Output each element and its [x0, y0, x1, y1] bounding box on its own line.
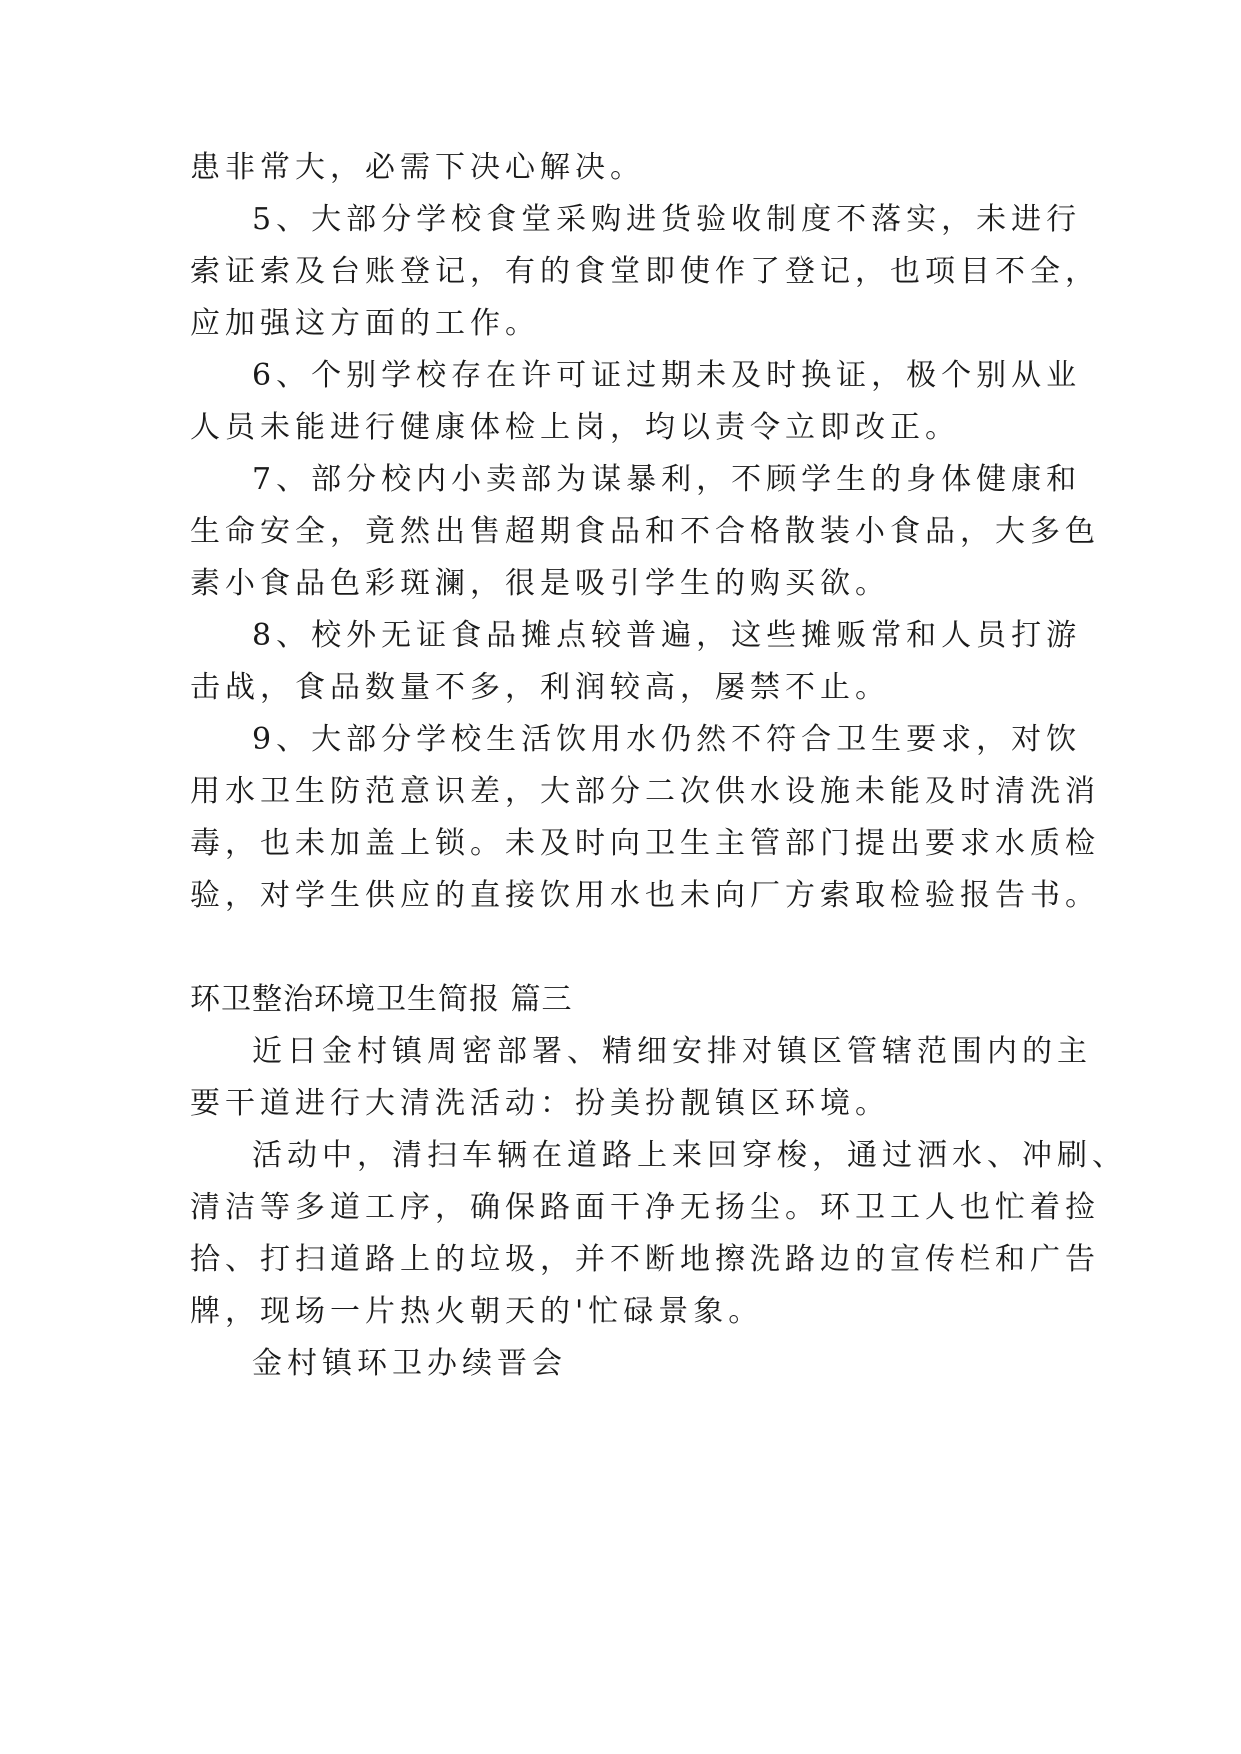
paragraph-line: 7、部分校内小卖部为谋暴利，不顾学生的身体健康和: [252, 462, 1082, 497]
paragraph-line: 击战，食品数量不多，利润较高，屡禁不止。: [190, 670, 890, 705]
paragraph-line: 应加强这方面的工作。: [190, 306, 540, 341]
paragraph-line: 索证索及台账登记，有的食堂即使作了登记，也项目不全，: [190, 254, 1100, 289]
paragraph-line: 近日金村镇周密部署、精细安排对镇区管辖范围内的主: [252, 1034, 1092, 1069]
paragraph-line: 活动中，清扫车辆在道路上来回穿梭，通过洒水、冲刷、: [252, 1138, 1127, 1173]
paragraph-line: 9、大部分学校生活饮用水仍然不符合卫生要求，对饮: [252, 722, 1082, 757]
paragraph-line: 6、个别学校存在许可证过期未及时换证，极个别从业: [252, 358, 1082, 393]
section-title: 环卫整治环境卫生简报 篇三: [190, 982, 573, 1017]
paragraph-line: 素小食品色彩斑澜，很是吸引学生的购买欲。: [190, 566, 890, 601]
paragraph-line: 清洁等多道工序，确保路面干净无扬尘。环卫工人也忙着捡: [190, 1190, 1100, 1225]
paragraph-line: 人员未能进行健康体检上岗，均以责令立即改正。: [190, 410, 960, 445]
paragraph-line: 要干道进行大清洗活动：扮美扮靓镇区环境。: [190, 1086, 890, 1121]
paragraph-line: 8、校外无证食品摊点较普遍，这些摊贩常和人员打游: [252, 618, 1082, 653]
paragraph-line: 验，对学生供应的直接饮用水也未向厂方索取检验报告书。: [190, 878, 1100, 913]
paragraph-line: 5、大部分学校食堂采购进货验收制度不落实，未进行: [252, 202, 1082, 237]
signature-line: 金村镇环卫办续晋会: [252, 1346, 567, 1381]
paragraph-line: 拾、打扫道路上的垃圾，并不断地擦洗路边的宣传栏和广告: [190, 1242, 1100, 1277]
paragraph-line: 生命安全，竟然出售超期食品和不合格散装小食品，大多色: [190, 514, 1100, 549]
paragraph-line: 牌，现场一片热火朝天的'忙碌景象。: [190, 1294, 764, 1329]
paragraph-line: 患非常大，必需下决心解决。: [190, 150, 645, 185]
paragraph-line: 毒，也未加盖上锁。未及时向卫生主管部门提出要求水质检: [190, 826, 1100, 861]
paragraph-line: 用水卫生防范意识差，大部分二次供水设施未能及时清洗消: [190, 774, 1100, 809]
